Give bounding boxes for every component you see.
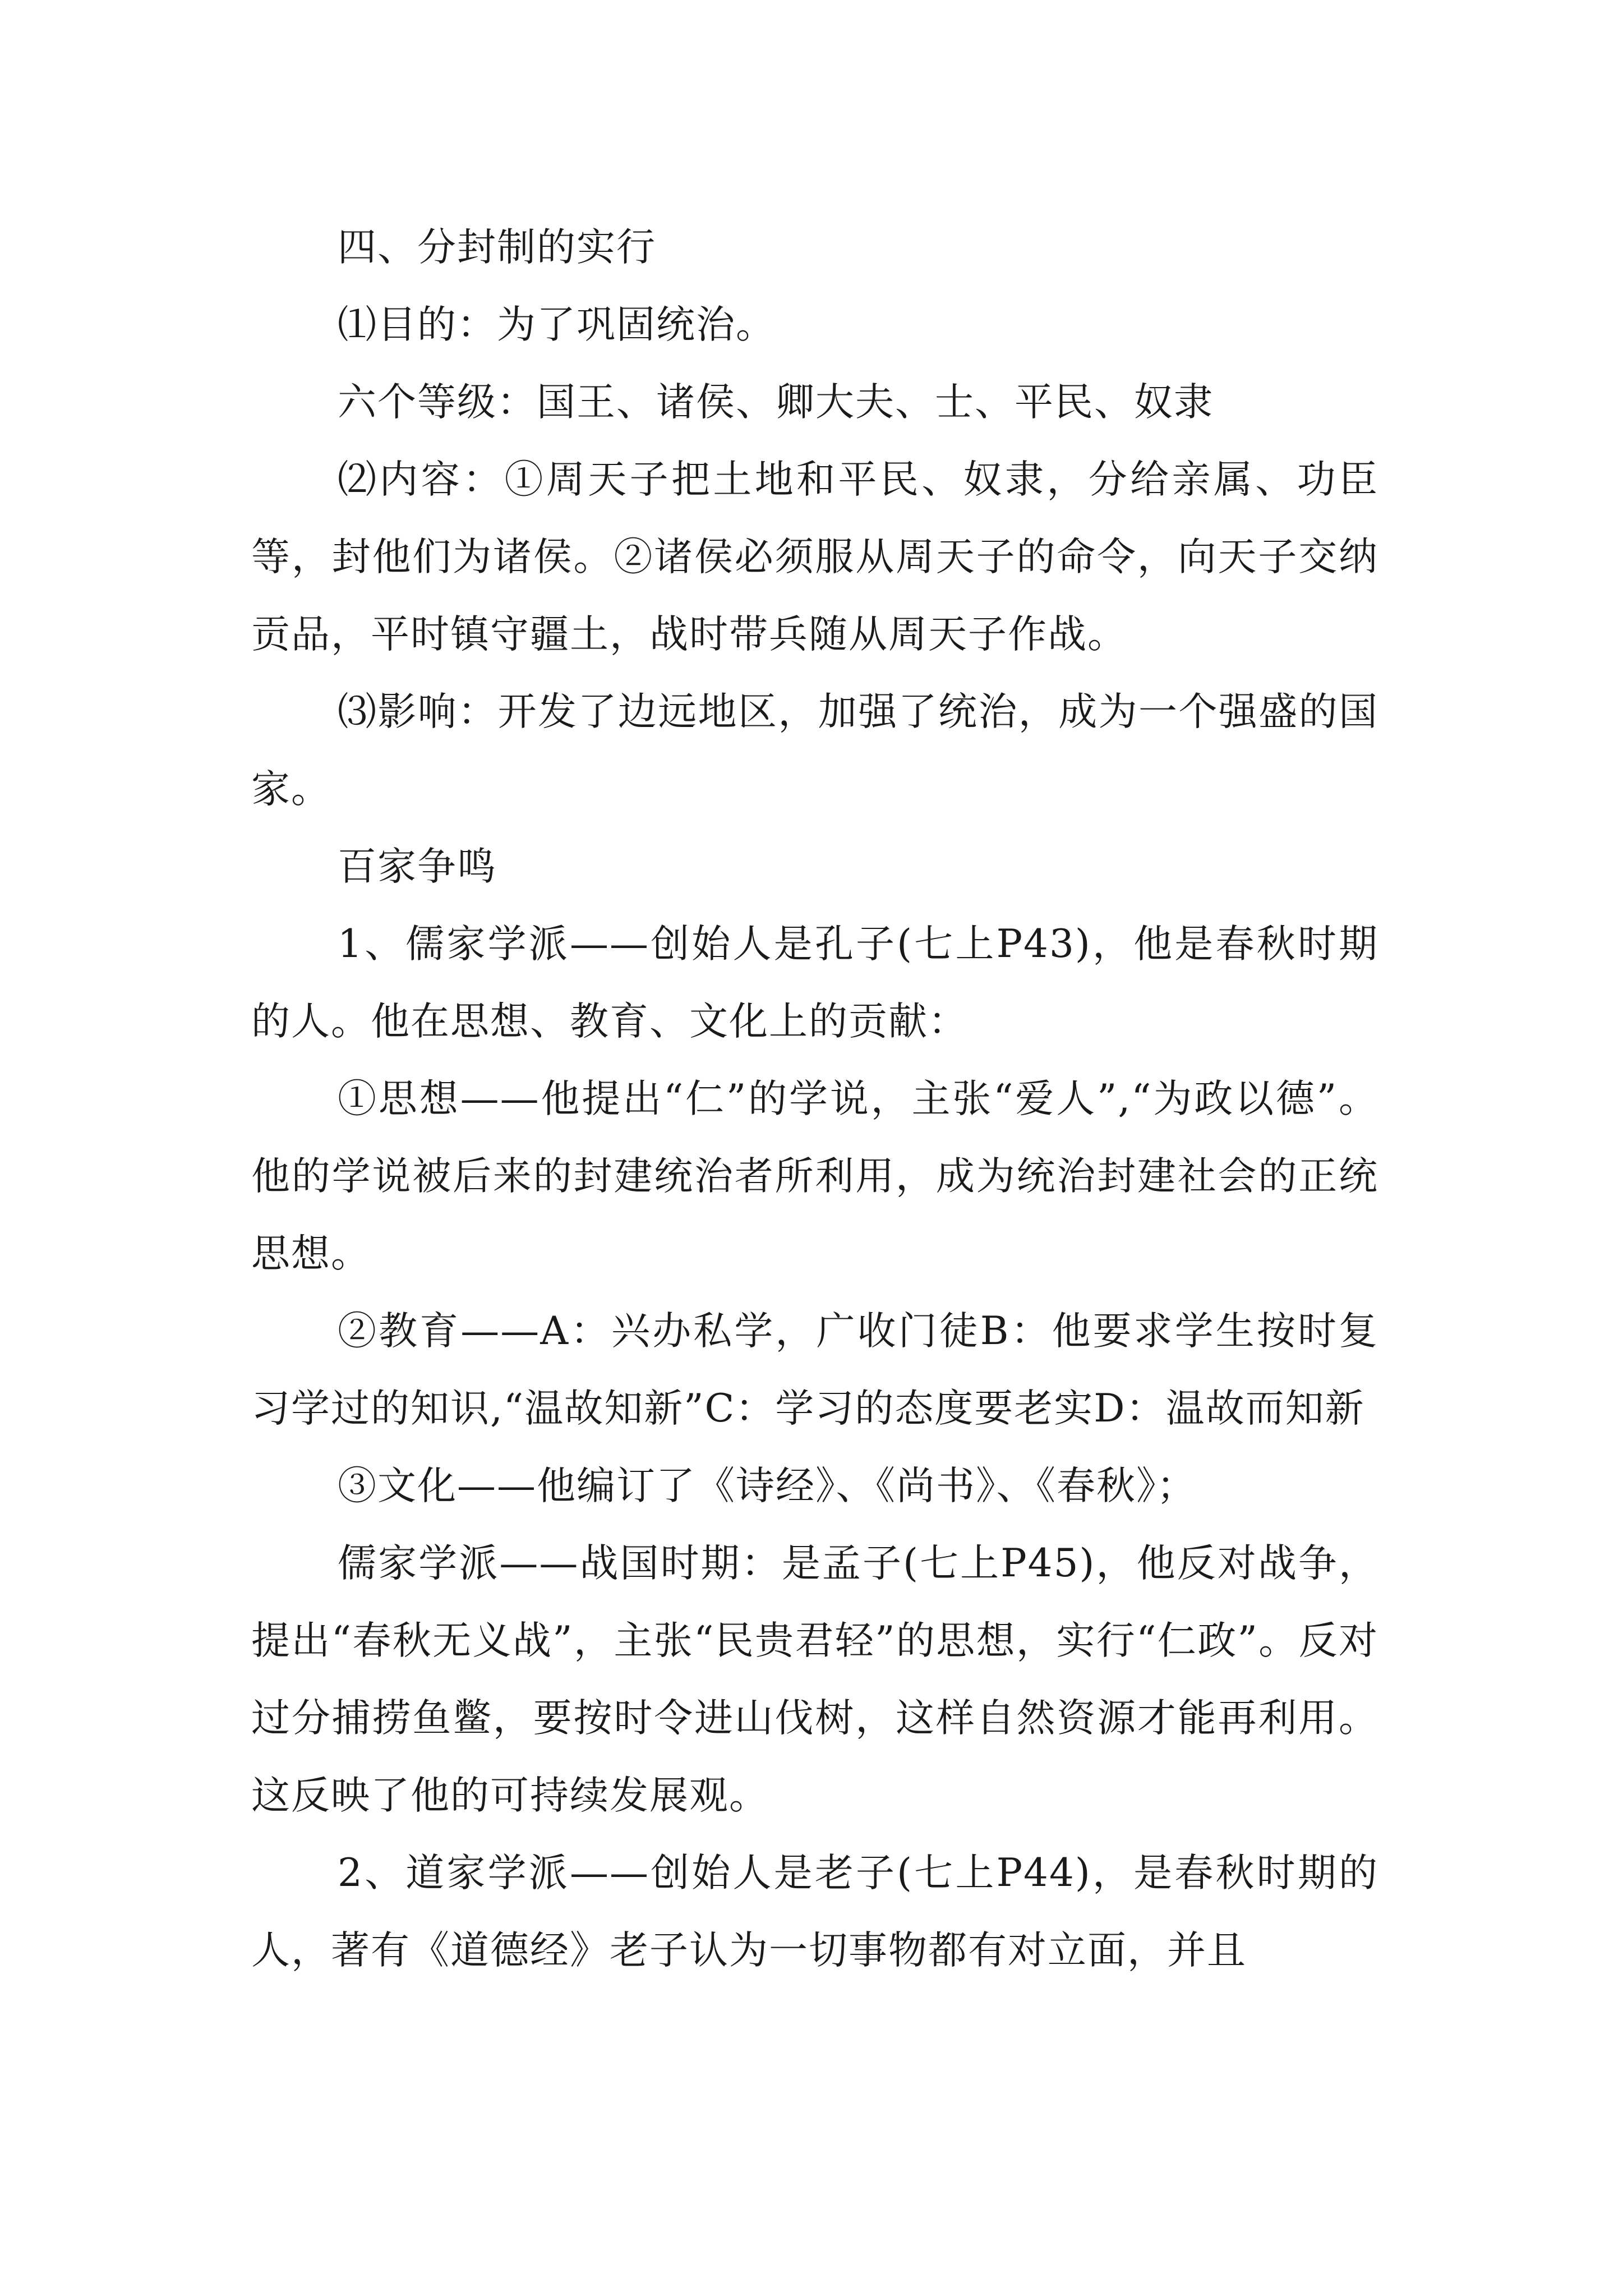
document-body	[251, 209, 1378, 1989]
paragraph-confucian-thought: ①思想——他提出“仁”的学说，主张“爱人”,“为政以德”。他的学说被后来的封建统治者所利用，成为统治封建社会的正统思想。	[251, 1076, 1378, 1276]
section-heading-fengjian: 四、分封制的实行	[338, 225, 656, 270]
paragraph-content: ⑵内容：①周天子把土地和平民、奴隶，分给亲属、功臣等，封他们为诸侯。②诸侯必须服从周天子的命令，向天子交纳贡品，平时镇守疆土，战时带兵随从周天子作战。	[251, 457, 1378, 657]
paragraph-confucian-intro: 1、儒家学派——创始人是孔子(七上P43)，他是春秋时期的人。他在思想、教育、文化上的贡献：	[251, 922, 1378, 1044]
paragraph-confucian-education: ②教育——A：兴办私学，广收门徒B：他要求学生按时复习学过的知识,“温故知新”C：学习的态度要老实D：温故而知新	[251, 1309, 1378, 1431]
paragraph-influence: ⑶影响：开发了边远地区，加强了统治，成为一个强盛的国家。	[251, 689, 1378, 812]
paragraph-mencius: 儒家学派——战国时期：是孟子(七上P45)，他反对战争，提出“春秋无义战”，主张“民贵君轻”的思想，实行“仁政”。反对过分捕捞鱼鳖，要按时令进山伐树，这样自然资源才能再利用。这反映了他的可持续发展观。	[251, 1541, 1378, 1818]
paragraph-purpose: ⑴目的：为了巩固统治。	[338, 302, 776, 347]
paragraph-taoist-intro: 2、道家学派——创始人是老子(七上P44)，是春秋时期的人，著有《道德经》老子认为一切事物都有对立面，并且	[251, 1851, 1378, 1973]
section-heading-baijia: 百家争鸣	[338, 844, 497, 889]
paragraph-six-ranks: 六个等级：国王、诸侯、卿大夫、士、平民、奴隶	[338, 380, 1214, 425]
paragraph-confucian-culture: ③文化——他编订了《诗经》、《尚书》、《春秋》；	[338, 1464, 1197, 1508]
